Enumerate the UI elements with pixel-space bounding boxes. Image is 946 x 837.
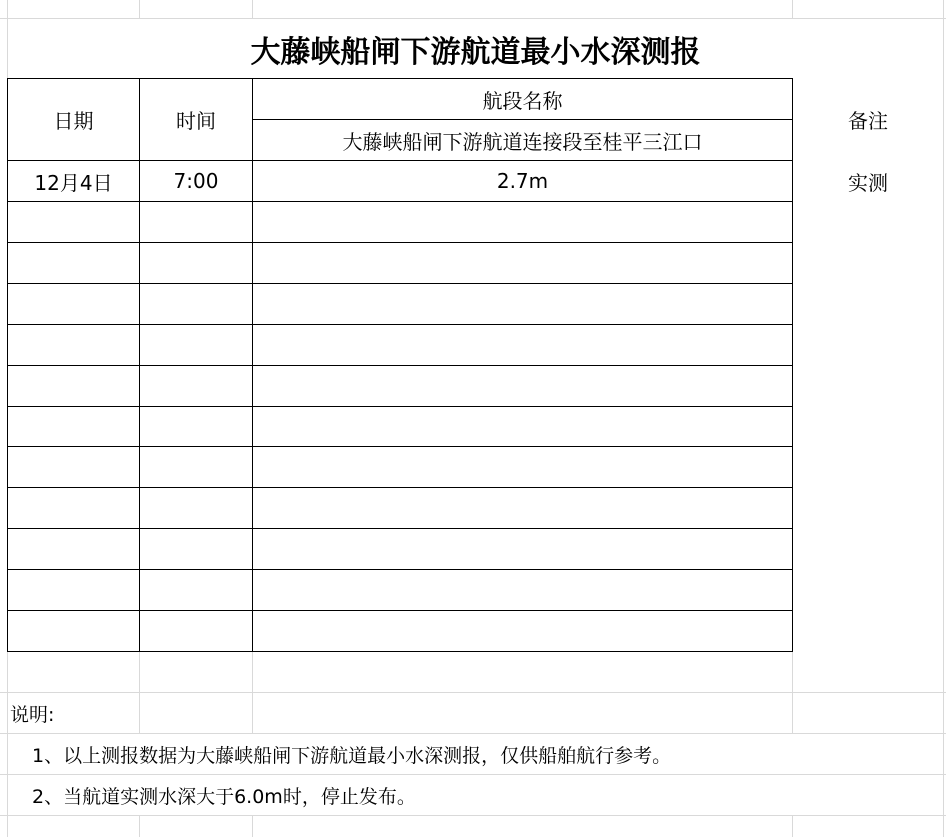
header-section-name: 航段名称 bbox=[482, 88, 563, 113]
cell-depth[interactable]: 2.7m bbox=[496, 169, 549, 193]
notes-heading: 说明: bbox=[10, 703, 55, 726]
note-item: 2、当航道实测水深大于6.0m时，停止发布。 bbox=[32, 785, 416, 808]
note-item: 1、以上测报数据为大藤峡船闸下游航道最小水深测报，仅供船舶航行参考。 bbox=[32, 744, 672, 767]
header-section-value: 大藤峡船闸下游航道连接段至桂平三江口 bbox=[342, 129, 703, 154]
header-time: 时间 bbox=[176, 109, 216, 133]
cell-date[interactable]: 12月4日 bbox=[34, 170, 113, 195]
header-date: 日期 bbox=[53, 109, 94, 133]
cell-time[interactable]: 7:00 bbox=[173, 169, 219, 193]
cell-remark[interactable]: 实测 bbox=[848, 170, 888, 195]
page-title: 大藤峡船闸下游航道最小水深测报 bbox=[250, 34, 701, 70]
header-remark: 备注 bbox=[848, 109, 888, 133]
